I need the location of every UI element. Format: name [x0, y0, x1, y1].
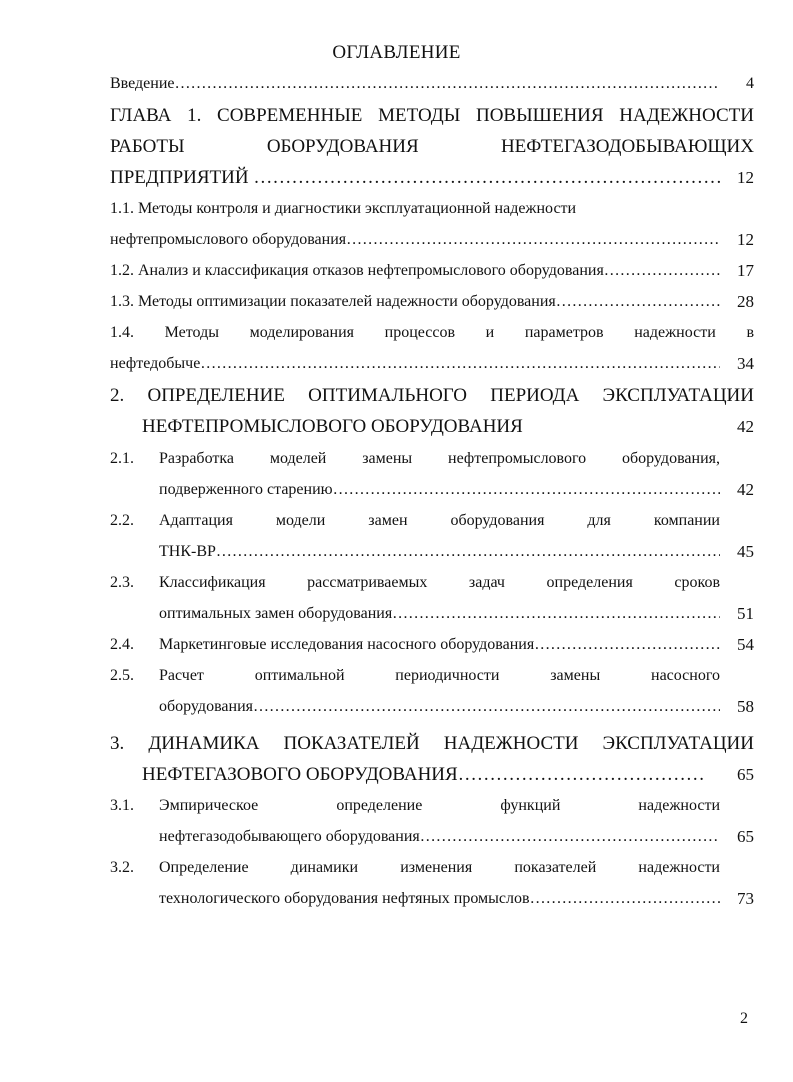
toc-chapter-3-line-2[interactable] — [110, 760, 754, 790]
toc-section-title: Классификация рассматриваемых задач определения сроков — [159, 574, 720, 591]
toc-section-number: 2.1. — [110, 450, 134, 467]
toc-entry-intro[interactable] — [110, 69, 754, 99]
toc-chapter-heading: 3. ДИНАМИКА ПОКАЗАТЕЛЕЙ НАДЕЖНОСТИ ЭКСПЛУАТАЦИИ — [110, 733, 754, 754]
toc-chapter-heading: 2. ОПРЕДЕЛЕНИЕ ОПТИМАЛЬНОГО ПЕРИОДА ЭКСПЛУАТАЦИИ — [110, 385, 754, 406]
toc-section-title: Адаптация модели замен оборудования для компании — [159, 512, 720, 529]
toc-section-title: Определение динамики изменения показателей надежности — [159, 859, 720, 876]
toc-section-number: 2.5. — [110, 667, 134, 684]
toc-section-2-3[interactable] — [110, 568, 754, 598]
toc-section-2-4[interactable] — [110, 630, 754, 660]
toc-title: ОГЛАВЛЕНИЕ — [332, 42, 461, 63]
toc-section-title: технологического оборудования нефтяных промыслов — [159, 890, 530, 907]
toc-page-number: 54 — [737, 635, 754, 654]
toc-section-3-2[interactable] — [110, 853, 754, 883]
toc-section-2-2[interactable] — [110, 506, 754, 536]
toc-chapter-heading: НЕФТЕПРОМЫСЛОВОГО ОБОРУДОВАНИЯ — [142, 416, 523, 437]
toc-page-number: 51 — [737, 604, 754, 623]
toc-section-title: подверженного старению — [159, 481, 333, 498]
toc-section-2-5[interactable] — [110, 661, 754, 691]
toc-section-number: 3.2. — [110, 859, 134, 876]
toc-section-1-4[interactable] — [110, 318, 754, 348]
toc-page-number: 17 — [737, 261, 754, 280]
toc-section-number: 2.3. — [110, 574, 134, 591]
toc-section-2-1[interactable] — [110, 444, 754, 474]
toc-chapter-1-line-3[interactable] — [110, 163, 754, 193]
toc-chapter-2-line-1[interactable] — [110, 381, 754, 411]
toc-section-title: Эмпирическое определение функций надежности — [159, 797, 720, 814]
toc-section-2-1-cont[interactable] — [110, 475, 754, 505]
toc-section-1-3[interactable] — [110, 287, 754, 317]
toc-section-1-4-cont[interactable] — [110, 349, 754, 379]
toc-page-number: 12 — [737, 230, 754, 249]
toc-section-title: Маркетинговые исследования насосного оборудования — [159, 636, 535, 653]
toc-chapter-heading: РАБОТЫ ОБОРУДОВАНИЯ НЕФТЕГАЗОДОБЫВАЮЩИХ — [110, 136, 754, 157]
toc-page-number: 58 — [737, 697, 754, 716]
toc-page-number: 65 — [737, 827, 754, 846]
toc-chapter-1-line-2[interactable] — [110, 132, 754, 162]
toc-section-title: оборудования — [159, 698, 253, 715]
toc-entry-label: Введение — [110, 75, 175, 92]
toc-section-title: 1.1. Методы контроля и диагностики эксплуатационной надежности — [110, 200, 577, 217]
toc-section-title: ТНК-ВР — [159, 543, 216, 560]
toc-section-title: 1.2. Анализ и классификация отказов нефтепромыслового оборудования — [110, 262, 604, 279]
toc-section-title: 1.3. Методы оптимизации показателей надежности оборудования — [110, 293, 556, 310]
toc-section-title: Разработка моделей замены нефтепромыслового оборудования, — [159, 450, 720, 467]
toc-section-3-1[interactable] — [110, 791, 754, 821]
toc-section-number: 2.4. — [110, 636, 134, 653]
toc-section-number: 3.1. — [110, 797, 134, 814]
toc-section-title: нефтегазодобывающего оборудования — [159, 828, 420, 845]
toc-chapter-1-line-1[interactable] — [110, 101, 754, 131]
toc-section-2-3-cont[interactable] — [110, 599, 754, 629]
toc-section-title: Расчет оптимальной периодичности замены насосного — [159, 667, 720, 684]
toc-page-number: 34 — [737, 354, 754, 373]
toc-page-number: 45 — [737, 542, 754, 561]
toc-section-1-2[interactable] — [110, 256, 754, 286]
toc-chapter-heading: ГЛАВА 1. СОВРЕМЕННЫЕ МЕТОДЫ ПОВЫШЕНИЯ НАДЕЖНОСТИ — [110, 105, 754, 126]
toc-section-title: 1.4. Методы моделирования процессов и параметров надежности в — [110, 324, 754, 341]
toc-page-number: 28 — [737, 292, 754, 311]
toc-page-number: 65 — [737, 765, 754, 784]
toc-page-number: 42 — [737, 417, 754, 436]
toc-page-number: 42 — [737, 480, 754, 499]
toc-chapter-3-line-1[interactable] — [110, 729, 754, 759]
toc-chapter-heading: НЕФТЕГАЗОВОГО ОБОРУДОВАНИЯ — [142, 764, 458, 785]
toc-section-title: оптимальных замен оборудования — [159, 605, 393, 622]
toc-section-1-1-cont[interactable] — [110, 225, 754, 255]
toc-section-title: нефтепромыслового оборудования — [110, 231, 347, 248]
toc-chapter-heading: ПРЕДПРИЯТИЙ — [110, 167, 249, 188]
toc-section-2-2-cont[interactable] — [110, 537, 754, 567]
toc-section-number: 2.2. — [110, 512, 134, 529]
toc-page-number: 4 — [746, 75, 754, 92]
toc-section-3-2-cont[interactable] — [110, 884, 754, 914]
toc-section-title: нефтедобыче — [110, 355, 201, 372]
toc-page-number: 12 — [737, 168, 754, 187]
toc-page-number: 73 — [737, 889, 754, 908]
toc-section-3-1-cont[interactable] — [110, 822, 754, 852]
toc-section-1-1[interactable] — [110, 194, 754, 224]
page-number-footer: 2 — [740, 1010, 748, 1027]
toc-chapter-2-line-2[interactable] — [110, 412, 754, 442]
toc-section-2-5-cont[interactable] — [110, 692, 754, 722]
